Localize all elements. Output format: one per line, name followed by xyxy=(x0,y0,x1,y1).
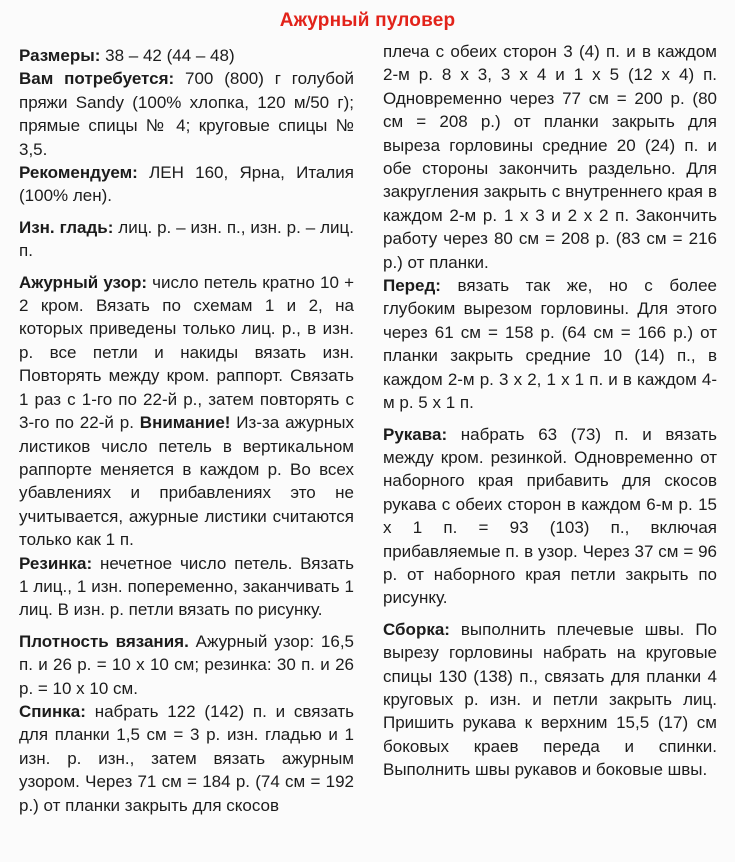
article-title: Ажурный пуловер xyxy=(279,10,456,31)
section-reverse-stockinette: Изн. гладь: лиц. р. – изн. п., изн. р. – лиц. п. xyxy=(19,217,355,261)
section-gauge: Плотность вязания. Ажурный узор: 16,5 п. и 26 р. = 10 х 10 см; резинка: 30 п. и 26 р. = 10 х 10 см. xyxy=(19,631,354,698)
section-back-continued: плеча с обеих сторон 3 (4) п. и в каждом 2-м р. 8 х 3, 3 х 4 и 1 х 5 (12 х 4) п. Одновременно через 77 см = 200 р. (80 см = 208 р.) от планки закрыть для выреза горловины средние 20 (24) п. и обе стороны закончить раздельно. Для закругления закрыть с внутреннего края в каждом 2-м р. 1 х 3 и 2 х 2 п. Закончить работу через 80 см = 208 р. (83 см = 216 р.) от планки. xyxy=(383,42,717,272)
section-back: Спинка: набрать 122 (142) п. и связать для планки 1,5 см = 3 р. изн. гладью и 1 изн. р. изн., затем вязать ажурным узором. Через 71 см = 184 р. (74 см = 192 р.) от планки закрыть для скосов xyxy=(19,701,354,815)
left-column xyxy=(19,44,354,817)
section-front: Перед: вязать так же, но с более глубоким вырезом горловины. Для этого через 61 см = 158 р. (64 см = 166 р.) от планки закрыть средние 10 (14) п., в каждом 2-м р. 3 х 2, 1 х 1 п. и в каждом 4-м р. 5 х 1 п. xyxy=(383,276,717,413)
section-sizes: Размеры: 38 – 42 (44 – 48) xyxy=(19,46,235,65)
section-assembly: Сборка: выполнить плечевые швы. По вырезу горловины набрать на круговые спицы 130 (138) п., связать для планки 4 круговых р. изн. и петли закрыть лиц. Пришить рукава к верхним 15,5 (17) см боковых краев переда и спинки. Выполнить швы рукавов и боковые швы. xyxy=(383,619,717,780)
section-lace-pattern: Ажурный узор: число петель кратно 10 + 2 кром. Вязать по схемам 1 и 2, на которых приведены только лиц. р., в изн. р. все петли и накиды вязать изн. Повторять между кром. раппорт. Связать 1 раз с 1-го по 22-й р., затем повторять с 3-го по 22-й р. Внимание! Из-за ажурных листиков число петель в вертикальном раппорте меняется в каждом р. Во всех убавлениях и прибавлениях это не учитывается, ажурные листики считаются только как 1 п. xyxy=(19,272,354,550)
section-materials: Вам потребуется: 700 (800) г голубой пряжи Sandy (100% хлопка, 120 м/50 г); прямые спицы № 4; круговые спицы № 3,5. xyxy=(19,69,354,159)
section-recommend: Рекомендуем: ЛЕН 160, Ярна, Италия (100% лен). xyxy=(19,163,354,206)
section-sleeves: Рукава: набрать 63 (73) п. и вязать между кром. резинкой. Одновременно от наборного края прибавить для скосов рукава с обеих сторон в каждом 6-м р. 15 х 1 п. = 93 (103) п., включая прибавляемые п. в узор. Через 37 см = 96 р. от наборного края петли закрыть по рисунку. xyxy=(383,424,717,608)
section-ribbing: Резинка: нечетное число петель. Вязать 1 лиц., 1 изн. попеременно, заканчивать 1 лиц. В изн. р. петли вязать по рисунку. xyxy=(19,553,354,620)
right-column xyxy=(383,40,717,782)
